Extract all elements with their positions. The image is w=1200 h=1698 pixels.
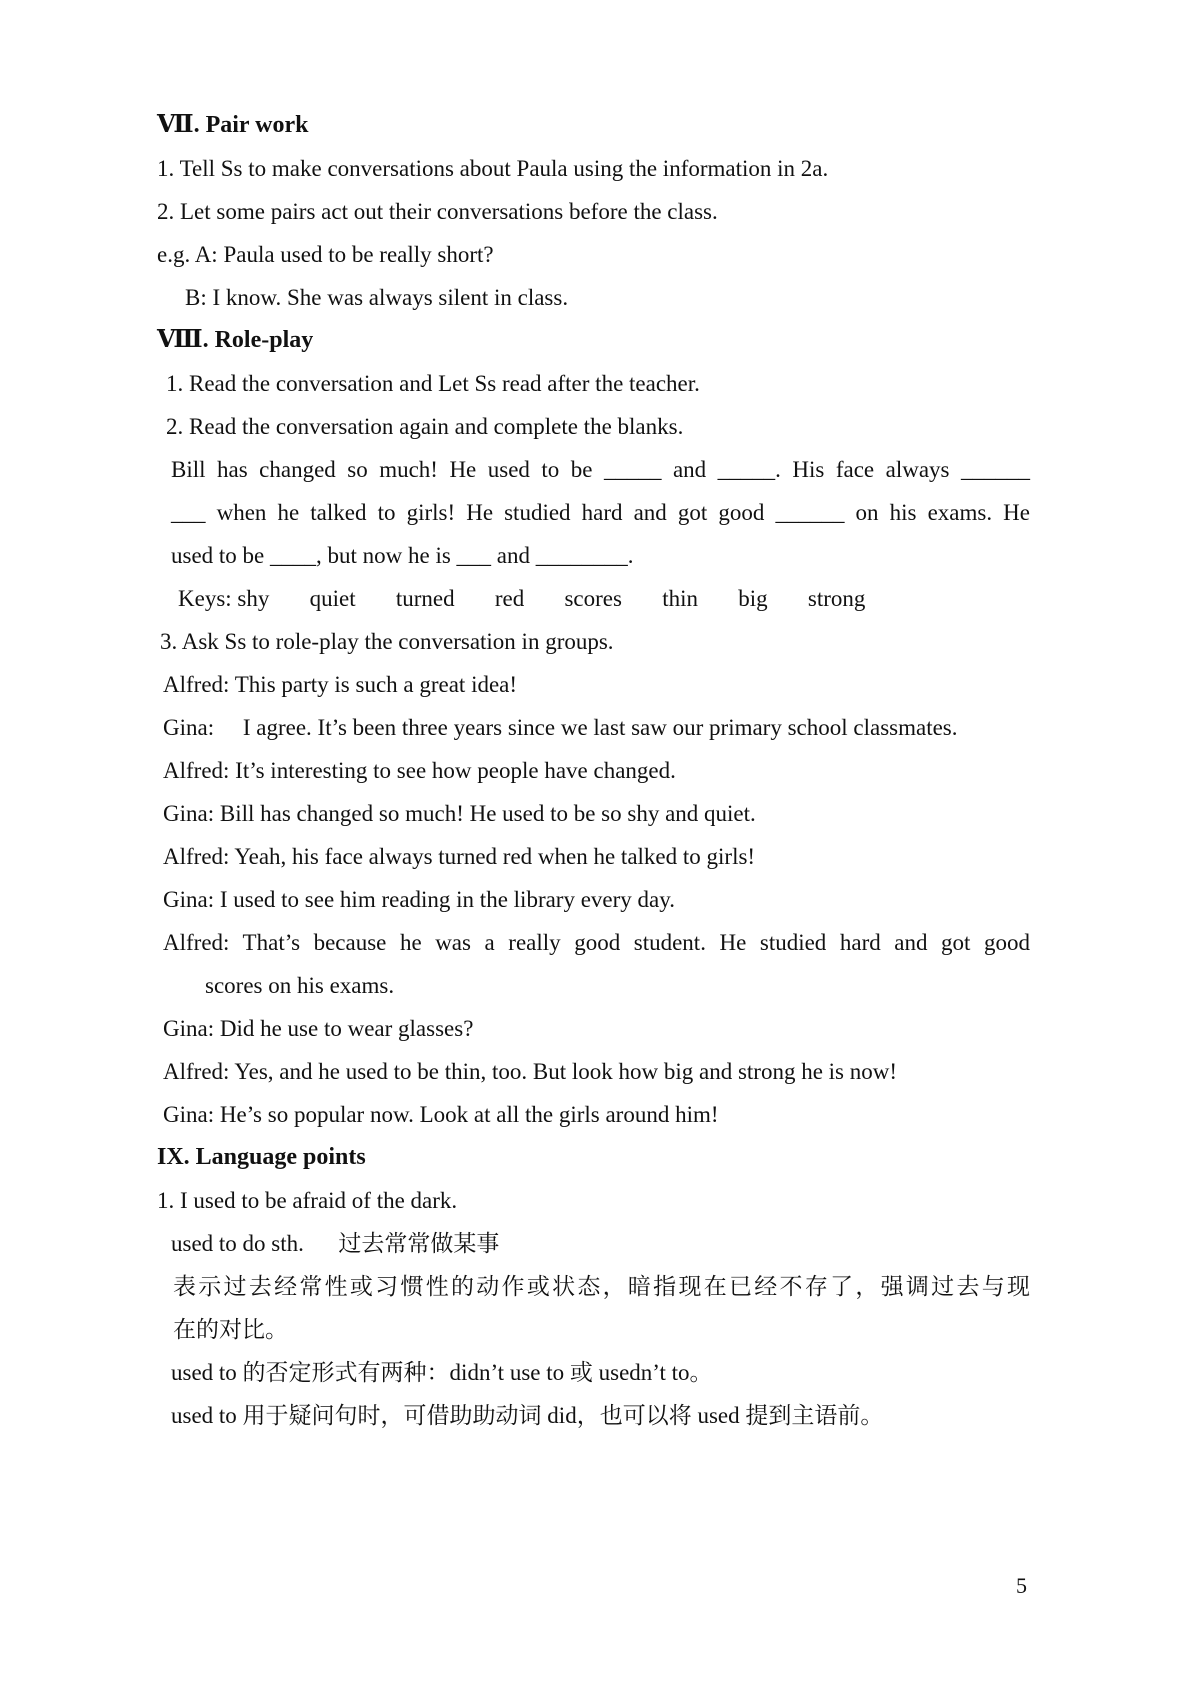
dialogue-line: Alfred: Yes, and he used to be thin, too. But look how big and strong he is now! bbox=[163, 1059, 898, 1084]
dialogue-line: Gina: Bill has changed so much! He used to be so shy and quiet. bbox=[163, 801, 756, 826]
dialogue-line: Gina: Did he use to wear glasses? bbox=[163, 1016, 474, 1041]
example-line: e.g. A: Paula used to be really short? bbox=[157, 242, 494, 267]
step-line: 2. Read the conversation again and complete the blanks. bbox=[166, 414, 684, 439]
dialogue-line: Gina: I used to see him reading in the library every day. bbox=[163, 887, 676, 912]
keys-line: Keys: shy quiet turned red scores thin big strong bbox=[178, 586, 866, 611]
step-line: 1. Read the conversation and Let Ss read after the teacher. bbox=[166, 371, 700, 396]
dialogue-line: Alfred: This party is such a great idea! bbox=[163, 672, 518, 697]
language-note-line: used to do sth. 过去常常做某事 bbox=[171, 1231, 500, 1256]
dialogue-line: Gina: I agree. It’s been three years since we last saw our primary school classmates. bbox=[163, 715, 958, 740]
step-line: 3. Ask Ss to role-play the conversation in groups. bbox=[160, 629, 614, 654]
section-heading-pair-work: Ⅶ. Pair work bbox=[157, 112, 309, 138]
language-note-line: used to 用于疑问句时，可借助助动词 did，也可以将 used 提到主语前。 bbox=[171, 1403, 884, 1428]
dialogue-line: scores on his exams. bbox=[205, 973, 395, 998]
step-line: 1. Tell Ss to make conversations about Paula using the information in 2a. bbox=[157, 156, 829, 181]
example-line: B: I know. She was always silent in class. bbox=[185, 285, 569, 310]
language-note-line: 表示过去经常性或习惯性的动作或状态，暗指现在已经不存了，强调过去与现 bbox=[173, 1274, 1030, 1299]
language-note-line: 在的对比。 bbox=[173, 1317, 288, 1342]
section-heading-role-play: Ⅷ. Role-play bbox=[157, 327, 314, 353]
dialogue-line: Alfred: It’s interesting to see how people have changed. bbox=[163, 758, 676, 783]
fill-blanks-line: Bill has changed so much! He used to be _____ and _____. His face always ______ bbox=[171, 457, 1030, 482]
dialogue-line: Gina: He’s so popular now. Look at all the girls around him! bbox=[163, 1102, 719, 1127]
step-line: 2. Let some pairs act out their conversations before the class. bbox=[157, 199, 718, 224]
fill-blanks-line: used to be ____, but now he is ___ and ________. bbox=[171, 543, 634, 568]
language-point-line: 1. I used to be afraid of the dark. bbox=[157, 1188, 458, 1213]
fill-blanks-line: ___ when he talked to girls! He studied hard and got good ______ on his exams. He bbox=[171, 500, 1030, 525]
section-heading-language-points: IX. Language points bbox=[157, 1144, 366, 1170]
dialogue-line: Alfred: That’s because he was a really good student. He studied hard and got good bbox=[163, 930, 1030, 955]
language-note-line: used to 的否定形式有两种：didn’t use to 或 usedn’t to。 bbox=[171, 1360, 713, 1385]
page-number: 5 bbox=[1016, 1573, 1027, 1598]
document-content bbox=[0, 104, 1200, 1437]
dialogue-line: Alfred: Yeah, his face always turned red when he talked to girls! bbox=[163, 844, 756, 869]
